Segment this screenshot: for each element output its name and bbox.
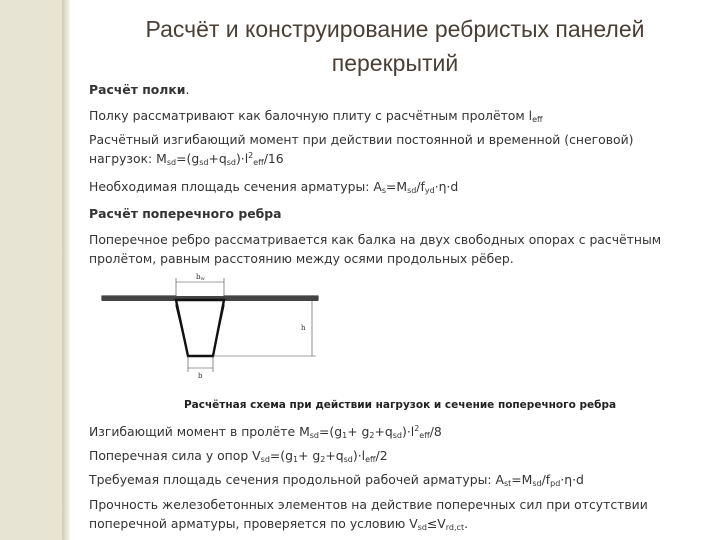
shelf-heading: Расчёт полки. [89, 82, 190, 97]
rib-paragraph: Поперечное ребро рассматривается как балка на двух свободных опорах с расчётным пролётом, равным расстоянию между осями продольных рёбер. [89, 232, 662, 266]
formula-strength: Прочность железобетонных элементов на действие поперечных сил при отсутствии поперечной арматуры, проверяется по условию $V_{sd}\le V_{rd,ct}$. [89, 497, 648, 532]
shelf-paragraph-moment: Расчётный изгибающий момент при действии постоянной и временной (снеговой) нагрузок: $M_{sd}=(g_{sd}+q_{sd})\cdot l^2_{eff}/16$ [89, 132, 634, 167]
svg-text:bw [196, 273, 205, 282]
formula-shear: Поперечная сила у опор $V_{sd}=(g_1+ g_2+q_{sd})\cdot l_{eff}/2$ [89, 448, 388, 464]
rib-web [176, 300, 224, 356]
shelf-paragraph-span: Полку рассматривают как балочную плиту с расчётным пролётом $l_{eff}$ [89, 108, 543, 124]
label-bottom: b [198, 372, 203, 380]
decorative-stripe-edge [62, 0, 70, 540]
label-side: h [301, 324, 306, 332]
figure-caption: Расчётная схема при действии нагрузок и сечение поперечного ребра [183, 399, 617, 411]
formula-moment: Изгибающий момент в пролёте $M_{sd}=(g_1+ g_2+q_{sd})\cdot l^2_{eff}/8$ [89, 423, 442, 440]
label-top-sub: w [200, 276, 205, 282]
rib-heading: Расчёт поперечного ребра [89, 206, 282, 221]
label-top: b [196, 273, 201, 281]
rib-section-figure [100, 270, 330, 380]
decorative-side-stripe [0, 0, 62, 540]
shelf-paragraph-area: Необходимая площадь сечения арматуры: $A_s=M_{sd}/f_{yd}\cdot\eta\cdot d$ [89, 179, 459, 195]
slide-title: Расчёт и конструирование ребристых панелей перекрытий [145, 16, 645, 76]
formula-area: Требуемая площадь сечения продольной рабочей арматуры: $A_{st}=M_{sd}/f_{pd}\cdot\eta\cdot d$ [89, 472, 584, 488]
